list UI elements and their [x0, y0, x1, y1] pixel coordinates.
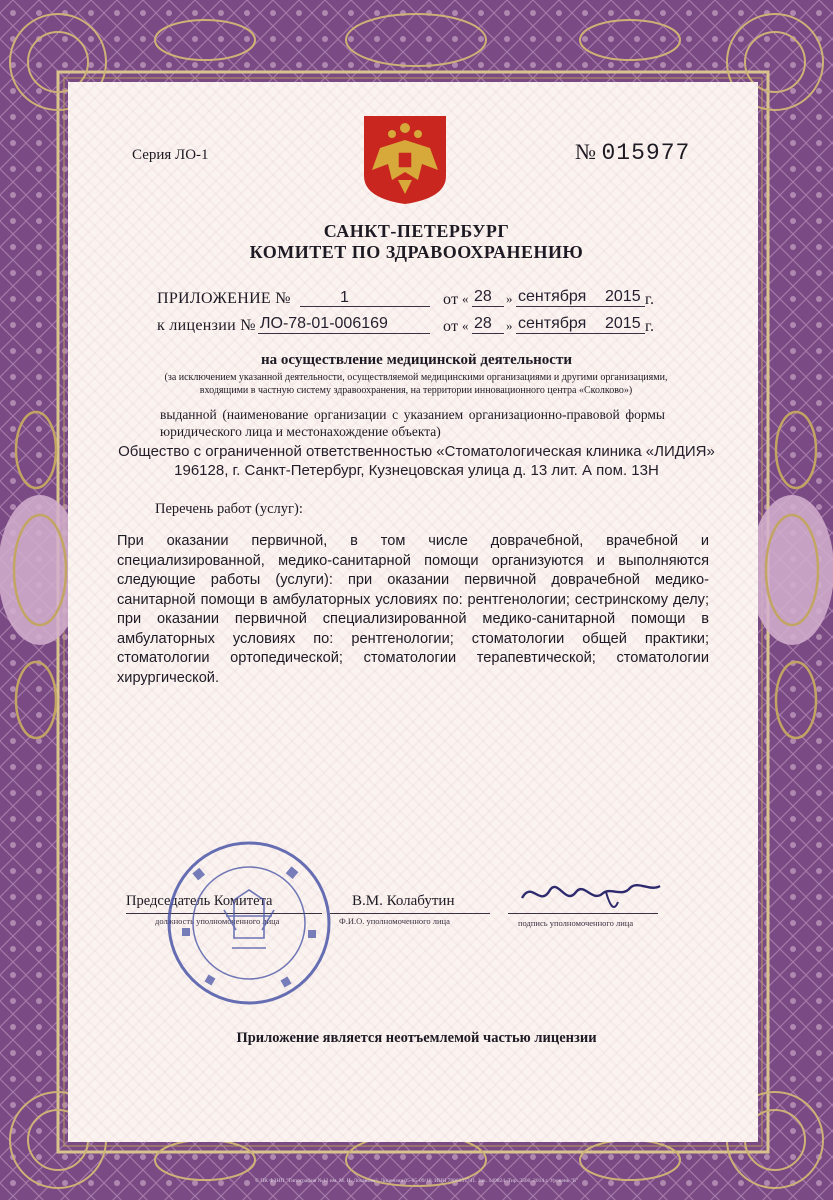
- committee-title: КОМИТЕТ ПО ЗДРАВООХРАНЕНИЮ: [249, 242, 584, 262]
- license-date-close-quote: »: [506, 318, 513, 333]
- works-list-label: Перечень работ (услуг):: [155, 501, 303, 517]
- license-month-year-underline: [516, 333, 645, 334]
- license-year-suffix: г.: [645, 318, 655, 335]
- license-year: 2015: [605, 315, 641, 332]
- appendix-date-from: от: [443, 291, 459, 308]
- signature-image: [510, 872, 670, 916]
- appendix-month: сентября: [518, 288, 587, 305]
- license-date-from: от: [443, 318, 459, 335]
- license-date-open-quote: «: [462, 318, 469, 333]
- signatory-title: Председатель Комитета: [126, 893, 273, 909]
- city-title: САНКТ-ПЕТЕРБУРГ: [323, 221, 510, 241]
- signature-underline: [508, 913, 658, 914]
- license-month: сентября: [518, 315, 587, 332]
- license-day: 28: [474, 315, 492, 332]
- issued-to-label: выданной (наименование организации с указанием организационно-правовой формы юридического лица и местонахождение объекта): [160, 407, 665, 439]
- organization-name: Общество с ограниченной ответственностью «Стоматологическая клиника «ЛИДИЯ»: [118, 443, 715, 460]
- appendix-year: 2015: [605, 288, 641, 305]
- number-value: 015977: [601, 140, 691, 166]
- signatory-name: В.М. Колабутин: [352, 893, 455, 909]
- signatory-title-caption: должность уполномоченного лица: [155, 916, 280, 926]
- appendix-day: 28: [474, 288, 492, 305]
- document-number: [575, 139, 690, 166]
- license-label: к лицензии №: [157, 317, 256, 334]
- signatory-name-caption: Ф.И.О. уполномоченного лица: [339, 916, 450, 926]
- signatory-name-underline: [330, 913, 490, 914]
- appendix-date-close-quote: »: [506, 291, 513, 306]
- appendix-month-year-underline: [516, 306, 645, 307]
- works-list-text: При оказании первичной, в том числе доврачебной, врачебной и специализированной, медико-санитарной помощи организуются и выполняются следующие работы (услуги): при оказании первичной доврачебной медико-санитарной помощи в амбулаторных условиях по: рентгенологии; сестринскому делу; при оказании первичной специализированной медико-санитарной помощи в амбулаторных условиях по: рентгенологии; стоматологии общей практики; стоматологии ортопедической; стоматологии терапевтической; стоматологии хирургической.: [117, 533, 709, 686]
- coat-of-arms-icon: [362, 114, 448, 206]
- printer-line: © ПК ФЗНП "Типография №12 им. М. И. Лоханова". Лицензия 05-05-09/19. ИНН 7806037741. Зак. 149824. Тир. 3500. 2014 г. Уровень "Б": [254, 1178, 579, 1184]
- appendix-number: 1: [340, 289, 349, 306]
- official-stamp: [164, 838, 334, 1008]
- footer-note: Приложение является неотъемлемой частью лицензии: [236, 1030, 597, 1046]
- organization-address: 196128, г. Санкт-Петербург, Кузнецовская улица д. 13 лит. А пом. 13Н: [174, 462, 659, 479]
- appendix-year-suffix: г.: [645, 291, 655, 308]
- appendix-label: ПРИЛОЖЕНИЕ №: [157, 290, 291, 307]
- activity-note: (за исключением указанной деятельности, осуществляемой медицинскими организациями и другими организациями, входящими в частную систему здравоохранения, на территории инновационного центра «Сколково»): [164, 372, 668, 396]
- appendix-number-underline: [300, 306, 430, 307]
- series-label: Серия ЛО-1: [132, 147, 209, 163]
- appendix-day-underline: [472, 306, 504, 307]
- appendix-date-open-quote: «: [462, 291, 469, 306]
- activity-title: на осуществление медицинской деятельности: [261, 352, 572, 368]
- license-day-underline: [472, 333, 504, 334]
- signature-caption: подпись уполномоченного лица: [518, 918, 634, 928]
- license-number-underline: [258, 333, 430, 334]
- license-number: ЛО-78-01-006169: [260, 315, 388, 332]
- number-prefix: №: [575, 139, 596, 164]
